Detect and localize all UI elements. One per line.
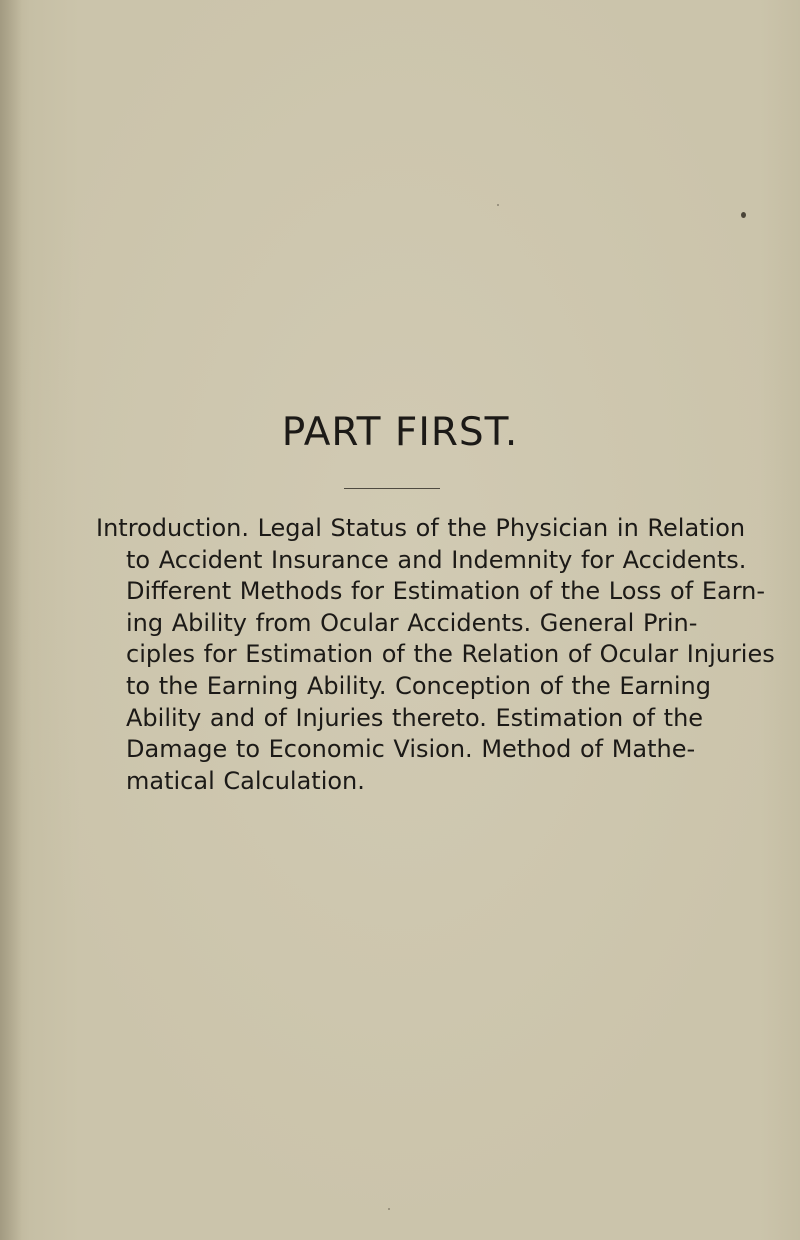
summary-line: Damage to Economic Vision. Method of Mathe- — [126, 735, 696, 764]
summary-line: ciples for Estimation of the Relation of Ocular Injuries — [126, 640, 775, 669]
summary-line: to Accident Insurance and Indemnity for Accidents. — [126, 545, 747, 574]
paper-speck — [741, 212, 746, 218]
summary-line: Different Methods for Estimation of the Loss of Earn- — [126, 577, 766, 606]
summary-line: Ability and of Injuries thereto. Estimation of the — [126, 703, 704, 732]
paper-speck — [497, 204, 499, 206]
part-heading: PART FIRST. — [281, 410, 519, 455]
paper-speck — [388, 1208, 390, 1210]
summary-line: to the Earning Ability. Conception of the Earning — [126, 671, 711, 700]
page-gutter-shadow — [0, 0, 22, 1240]
summary-line: matical Calculation. — [126, 766, 365, 795]
summary-line: ing Ability from Ocular Accidents. General Prin- — [126, 608, 698, 637]
part-summary — [96, 513, 775, 797]
summary-line: Introduction. Legal Status of the Physician in Relation — [96, 514, 746, 542]
heading-divider — [344, 488, 440, 489]
